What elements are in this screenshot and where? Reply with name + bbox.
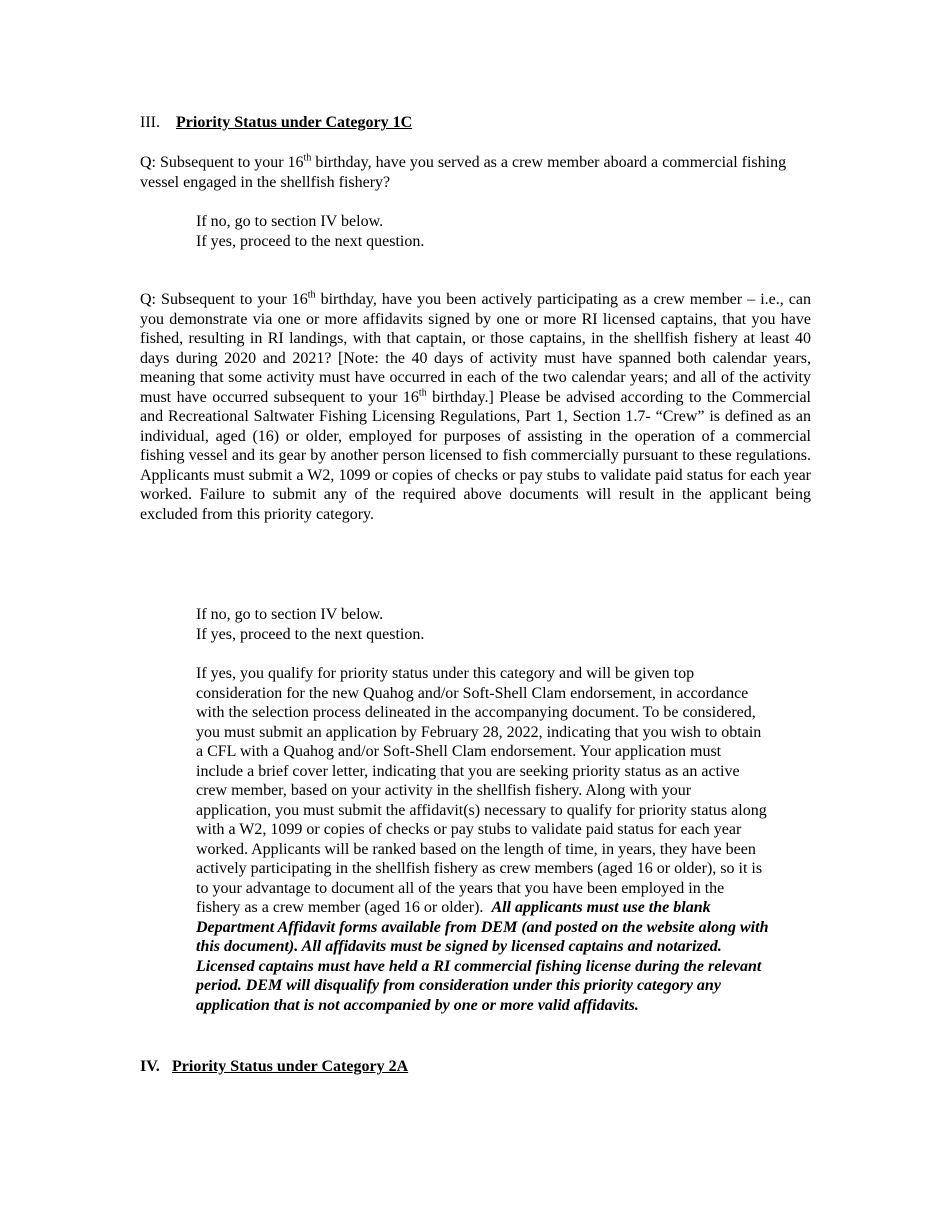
paragraph-line: to your advantage to document all of the years that you have been employed in the [196, 879, 725, 897]
paragraph-line-mixed [196, 898, 826, 918]
question-text: birthday.] Please be advised according to the Commercial and Recreational Saltwater Fishing Licensing Regulations, Part 1, Section 1.7- “Crew” is defined as an individual, aged (16) or older, employed for purposes of assisting in the operation of a commercial fishing vessel and its gear by another person licensed to fish commercially pursuant to these regulations. Applicants must submit a W2, 1099 or copies of checks or pay stubs to validate paid status for each year worked. Failure to submit any of the required above documents will result in the applicant being excluded from this priority category. [140, 388, 811, 523]
affidavit-requirement-line: period. DEM will disqualify from consideration under this priority category any [196, 977, 721, 994]
option-no: If no, go to section IV below. [196, 213, 384, 230]
section-title: Priority Status under Category 2A [172, 1058, 409, 1075]
affidavit-requirement-line: application that is not accompanied by one or more valid affidavits. [196, 996, 639, 1014]
section-heading-iii [140, 113, 412, 133]
paragraph-line: application, you must submit the affidavit(s) necessary to qualify for priority status along [196, 801, 767, 819]
section-title: Priority Status under Category 1C [176, 114, 413, 131]
affidavit-requirement-line: this document). All affidavits must be signed by licensed captains and notarized. [196, 938, 722, 955]
question-text: birthday, have you served as a crew member aboard a commercial fishing vessel engaged in the shellfish fishery? [140, 154, 787, 191]
affidavit-requirement-line: Department Affidavit forms available from DEM (and posted on the website along with [196, 918, 769, 936]
section-number: III. [140, 114, 160, 131]
question-text: Q: Subsequent to your 16 [140, 154, 304, 171]
question-crew-member [140, 153, 811, 192]
paragraph-line: crew member, based on your activity in the shellfish fishery. Along with your [196, 782, 692, 799]
superscript: th [307, 289, 316, 301]
qualification-paragraph [196, 664, 826, 1015]
option-yes: If yes, proceed to the next question. [196, 232, 425, 250]
paragraph-line: you must submit an application by February 28, 2022, indicating that you wish to obtain [196, 723, 762, 741]
question-2-options [196, 605, 811, 644]
option-no: If no, go to section IV below. [196, 606, 384, 623]
question-text: Q: Subsequent to your 16 [140, 291, 308, 308]
superscript: th [418, 387, 427, 399]
affidavit-requirement-text: All applicants must use the blank [491, 899, 711, 916]
section-heading-iv [140, 1057, 408, 1077]
paragraph-line: include a brief cover letter, indicating that you are seeking priority status as an active [196, 762, 740, 780]
paragraph-line: If yes, you qualify for priority status under this category and will be given top [196, 665, 695, 682]
section-number: IV. [140, 1058, 160, 1075]
paragraph-line: with the selection process delineated in the accompanying document. To be considered, [196, 704, 756, 721]
question-active-participation [140, 290, 811, 524]
question-1-options [196, 212, 811, 251]
paragraph-line: a CFL with a Quahog and/or Soft-Shell Clam endorsement. Your application must [196, 743, 722, 760]
paragraph-line: worked. Applicants will be ranked based on the length of time, in years, they have been [196, 840, 756, 858]
superscript: th [303, 152, 312, 164]
paragraph-line: consideration for the new Quahog and/or Soft-Shell Clam endorsement, in accordance [196, 684, 749, 702]
affidavit-requirement-line: Licensed captains must have held a RI commercial fishing license during the relevant [196, 957, 762, 975]
option-yes: If yes, proceed to the next question. [196, 625, 425, 643]
paragraph-text: fishery as a crew member (aged 16 or older). [196, 899, 492, 916]
paragraph-line: with a W2, 1099 or copies of checks or pay stubs to validate paid status for each year [196, 821, 742, 838]
paragraph-line: actively participating in the shellfish fishery as crew members (aged 16 or older), so it is [196, 860, 763, 877]
question-text: birthday, have you been actively participating as a crew member – i.e., can you demonstrate via one or more affidavits signed by one or more RI licensed captains, that you have fished, resulting in RI landings, with that captain, or those captains, in the shellfish fishery at least 40 days during 2020 and 2021? [Note: the 40 days of activity must have spanned both calendar years, meaning that some activity must have occurred in each of the two calendar years; and all of the activity must have occurred subsequent to your 16 [140, 291, 811, 406]
